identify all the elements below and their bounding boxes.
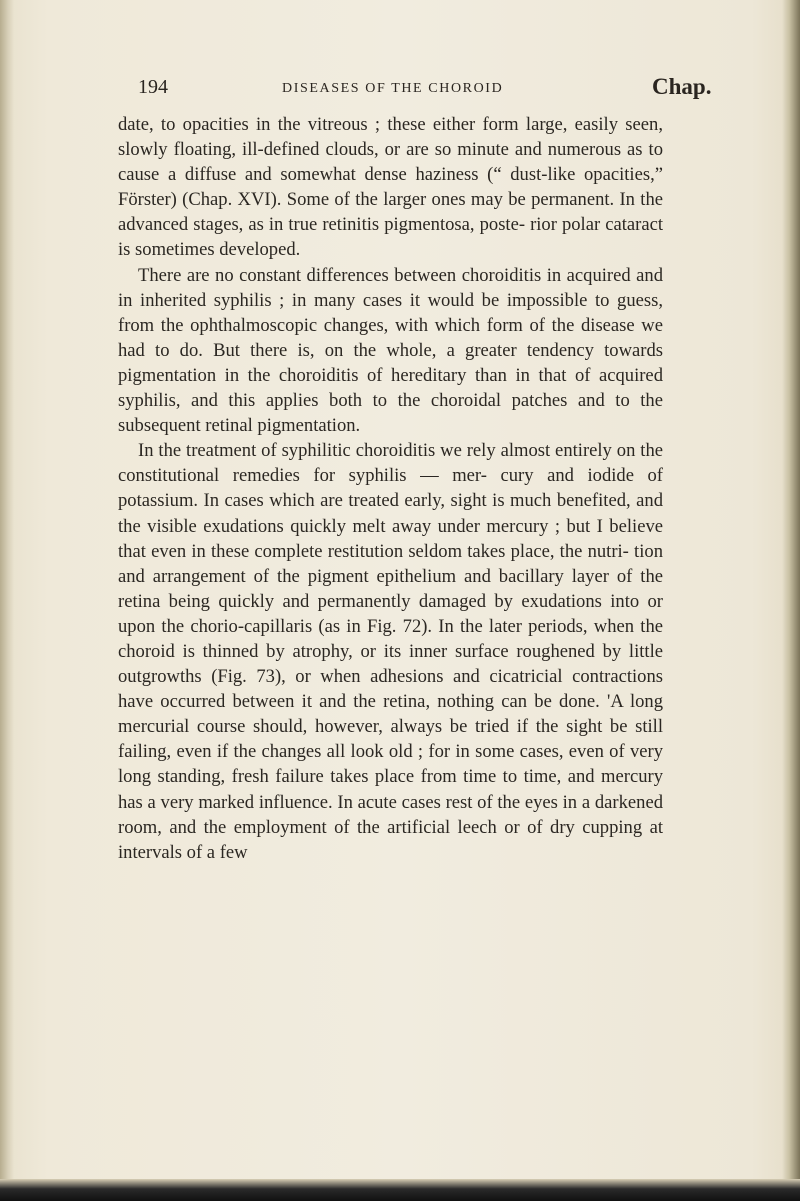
page-header xyxy=(132,72,712,104)
paragraph-2: There are no constant differences between choroiditis in acquired and in inherited syphilis ; in many cases it would be impossible to guess, from the ophthalmoscopic changes, with which form of the disease we had to do. But there is, on the whole, a greater tendency towards pigmentation in the choroiditis of hereditary than in that of acquired syphilis, and this applies both to the choroidal patches and to the subsequent retinal pigmentation. xyxy=(118,264,663,437)
chapter-label: Chap. xyxy=(652,74,712,99)
page-number: 194 xyxy=(138,76,168,98)
running-title: DISEASES OF THE CHOROID xyxy=(282,81,504,96)
page-right-edge xyxy=(782,0,800,1201)
paragraph-3: In the treatment of syphilitic choroiditis we rely almost entirely on the constitutional remedies for syphilis — mer- cury and iodide of potassium. In cases which are treated early, sight is much benefited, and the visible exudations quickly melt away under mercury ; but I believe that even in these complete restitution seldom takes place, the nutri- tion and arrangement of the pigment epithelium and bacillary layer of the retina being quickly and permanently damaged by exudations into or upon the chorio-capillaris (as in Fig. 72). In the later periods, when the choroid is thinned by atrophy, or its inner surface roughened by little outgrowths (Fig. 73), or when adhesions and cicatricial contractions have occurred between it and the retina, nothing can be done. 'A long mercurial course should, however, always be tried if the sight be still failing, even if the changes all look old ; for in some cases, even of very long standing, fresh failure takes place from time to time, and mercury has a very marked influence. In acute cases rest of the eyes in a darkened room, and the employment of the artificial leech or of dry cupping at intervals of a few xyxy=(118,440,663,863)
page-left-edge xyxy=(0,0,14,1201)
body-text xyxy=(118,112,663,865)
paragraph-1: date, to opacities in the vitreous ; these either form large, easily seen, slowly floating, ill-defined clouds, or are so minute and numerous as to cause a diffuse and somewhat dense haziness (“ dust-like opacities,” Förster) (Chap. XVI). Some of the larger ones may be permanent. In the advanced stages, as in true retinitis pigmentosa, poste- rior polar cataract is sometimes developed. xyxy=(118,114,663,261)
page-bottom-edge xyxy=(0,1179,800,1201)
